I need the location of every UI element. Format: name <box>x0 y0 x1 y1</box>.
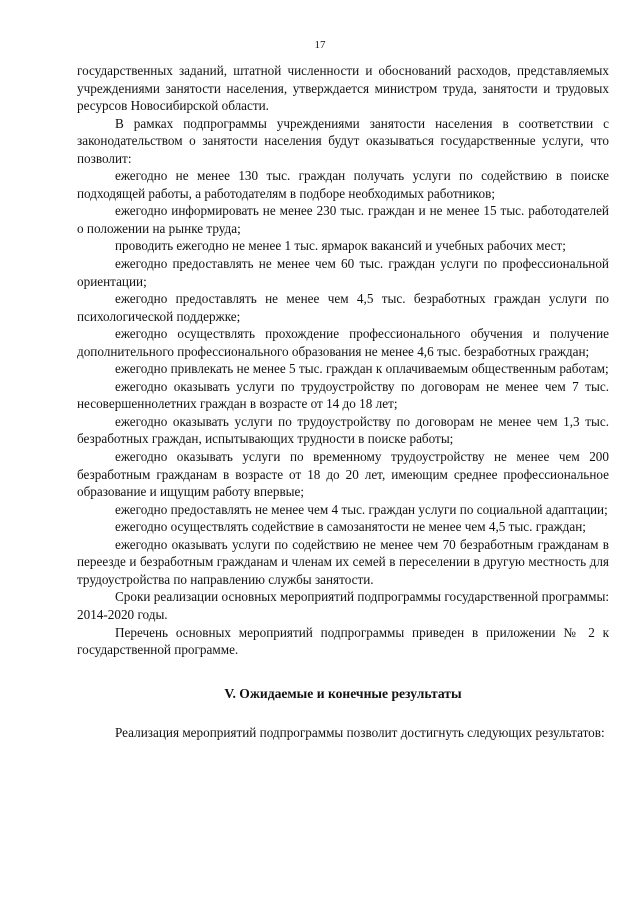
list-item: ежегодно информировать не менее 230 тыс. граждан и не менее 15 тыс. работодателей о положении на рынке труда; <box>77 203 609 236</box>
paragraph: Перечень основных мероприятий подпрограммы приведен в приложении № 2 к государственной программе. <box>77 624 609 658</box>
document-body <box>77 62 609 742</box>
list-item: ежегодно оказывать услуги по временному трудоустройству не менее чем 200 безработным гражданам в возрасте от 18 до 20 лет, имеющим среднее профессиональное образование и ищущим работу впервые; <box>77 449 609 500</box>
list-item: ежегодно оказывать услуги по трудоустройству по договорам не менее чем 1,3 тыс. безработных граждан, испытывающих трудности в поиске работы; <box>77 413 609 447</box>
list-item: ежегодно осуществлять содействие в самозанятости не менее чем 4,5 тыс. граждан; <box>115 519 586 535</box>
list-item: ежегодно не менее 130 тыс. граждан получать услуги по содействию в поиске подходящей работы, а работодателям в подборе необходимых работников; <box>77 168 609 201</box>
list-item: ежегодно привлекать не менее 5 тыс. граждан к оплачиваемым общественным работам; <box>115 361 609 377</box>
list-item: ежегодно предоставлять не менее чем 4,5 тыс. безработных граждан услуги по психологической поддержке; <box>77 291 609 324</box>
list-item: ежегодно предоставлять не менее чем 4 тыс. граждан услуги по социальной адаптации; <box>115 501 608 517</box>
section-paragraph: Реализация мероприятий подпрограммы позволит достигнуть следующих результатов: <box>115 725 605 741</box>
list-item: ежегодно предоставлять не менее чем 60 тыс. граждан услуги по профессиональной ориентации; <box>77 256 609 289</box>
paragraph: В рамках подпрограммы учреждениями занятости населения в соответствии с законодательством о занятости населения будут оказываться государственные услуги, что позволит: <box>77 115 609 166</box>
list-item: ежегодно оказывать услуги по трудоустройству по договорам не менее чем 7 тыс. несовершеннолетних граждан в возрасте от 14 до 18 лет; <box>77 378 609 412</box>
page-number: 17 <box>314 39 326 51</box>
list-item: проводить ежегодно не менее 1 тыс. ярмарок вакансий и учебных рабочих мест; <box>115 238 566 254</box>
list-item: ежегодно оказывать услуги по содействию не менее чем 70 безработным гражданам в переезде и безработным гражданам и членам их семей в переселении в другую местность для трудоустройства по направлению службы занятости. <box>77 536 609 587</box>
paragraph: Сроки реализации основных мероприятий подпрограммы государственной программы: 2014-2020 годы. <box>77 589 609 622</box>
section-heading: V. Ожидаемые и конечные результаты <box>224 685 462 701</box>
paragraph-continuation: государственных заданий, штатной численности и обоснований расходов, представляемых учреждениями занятости населения, утверждается министром труда, занятости и трудовых ресурсов Новосибирской области. <box>77 63 609 114</box>
list-item: ежегодно осуществлять прохождение профессионального обучения и получение дополнительного профессионального образования не менее 4,6 тыс. безработных граждан; <box>77 326 609 359</box>
